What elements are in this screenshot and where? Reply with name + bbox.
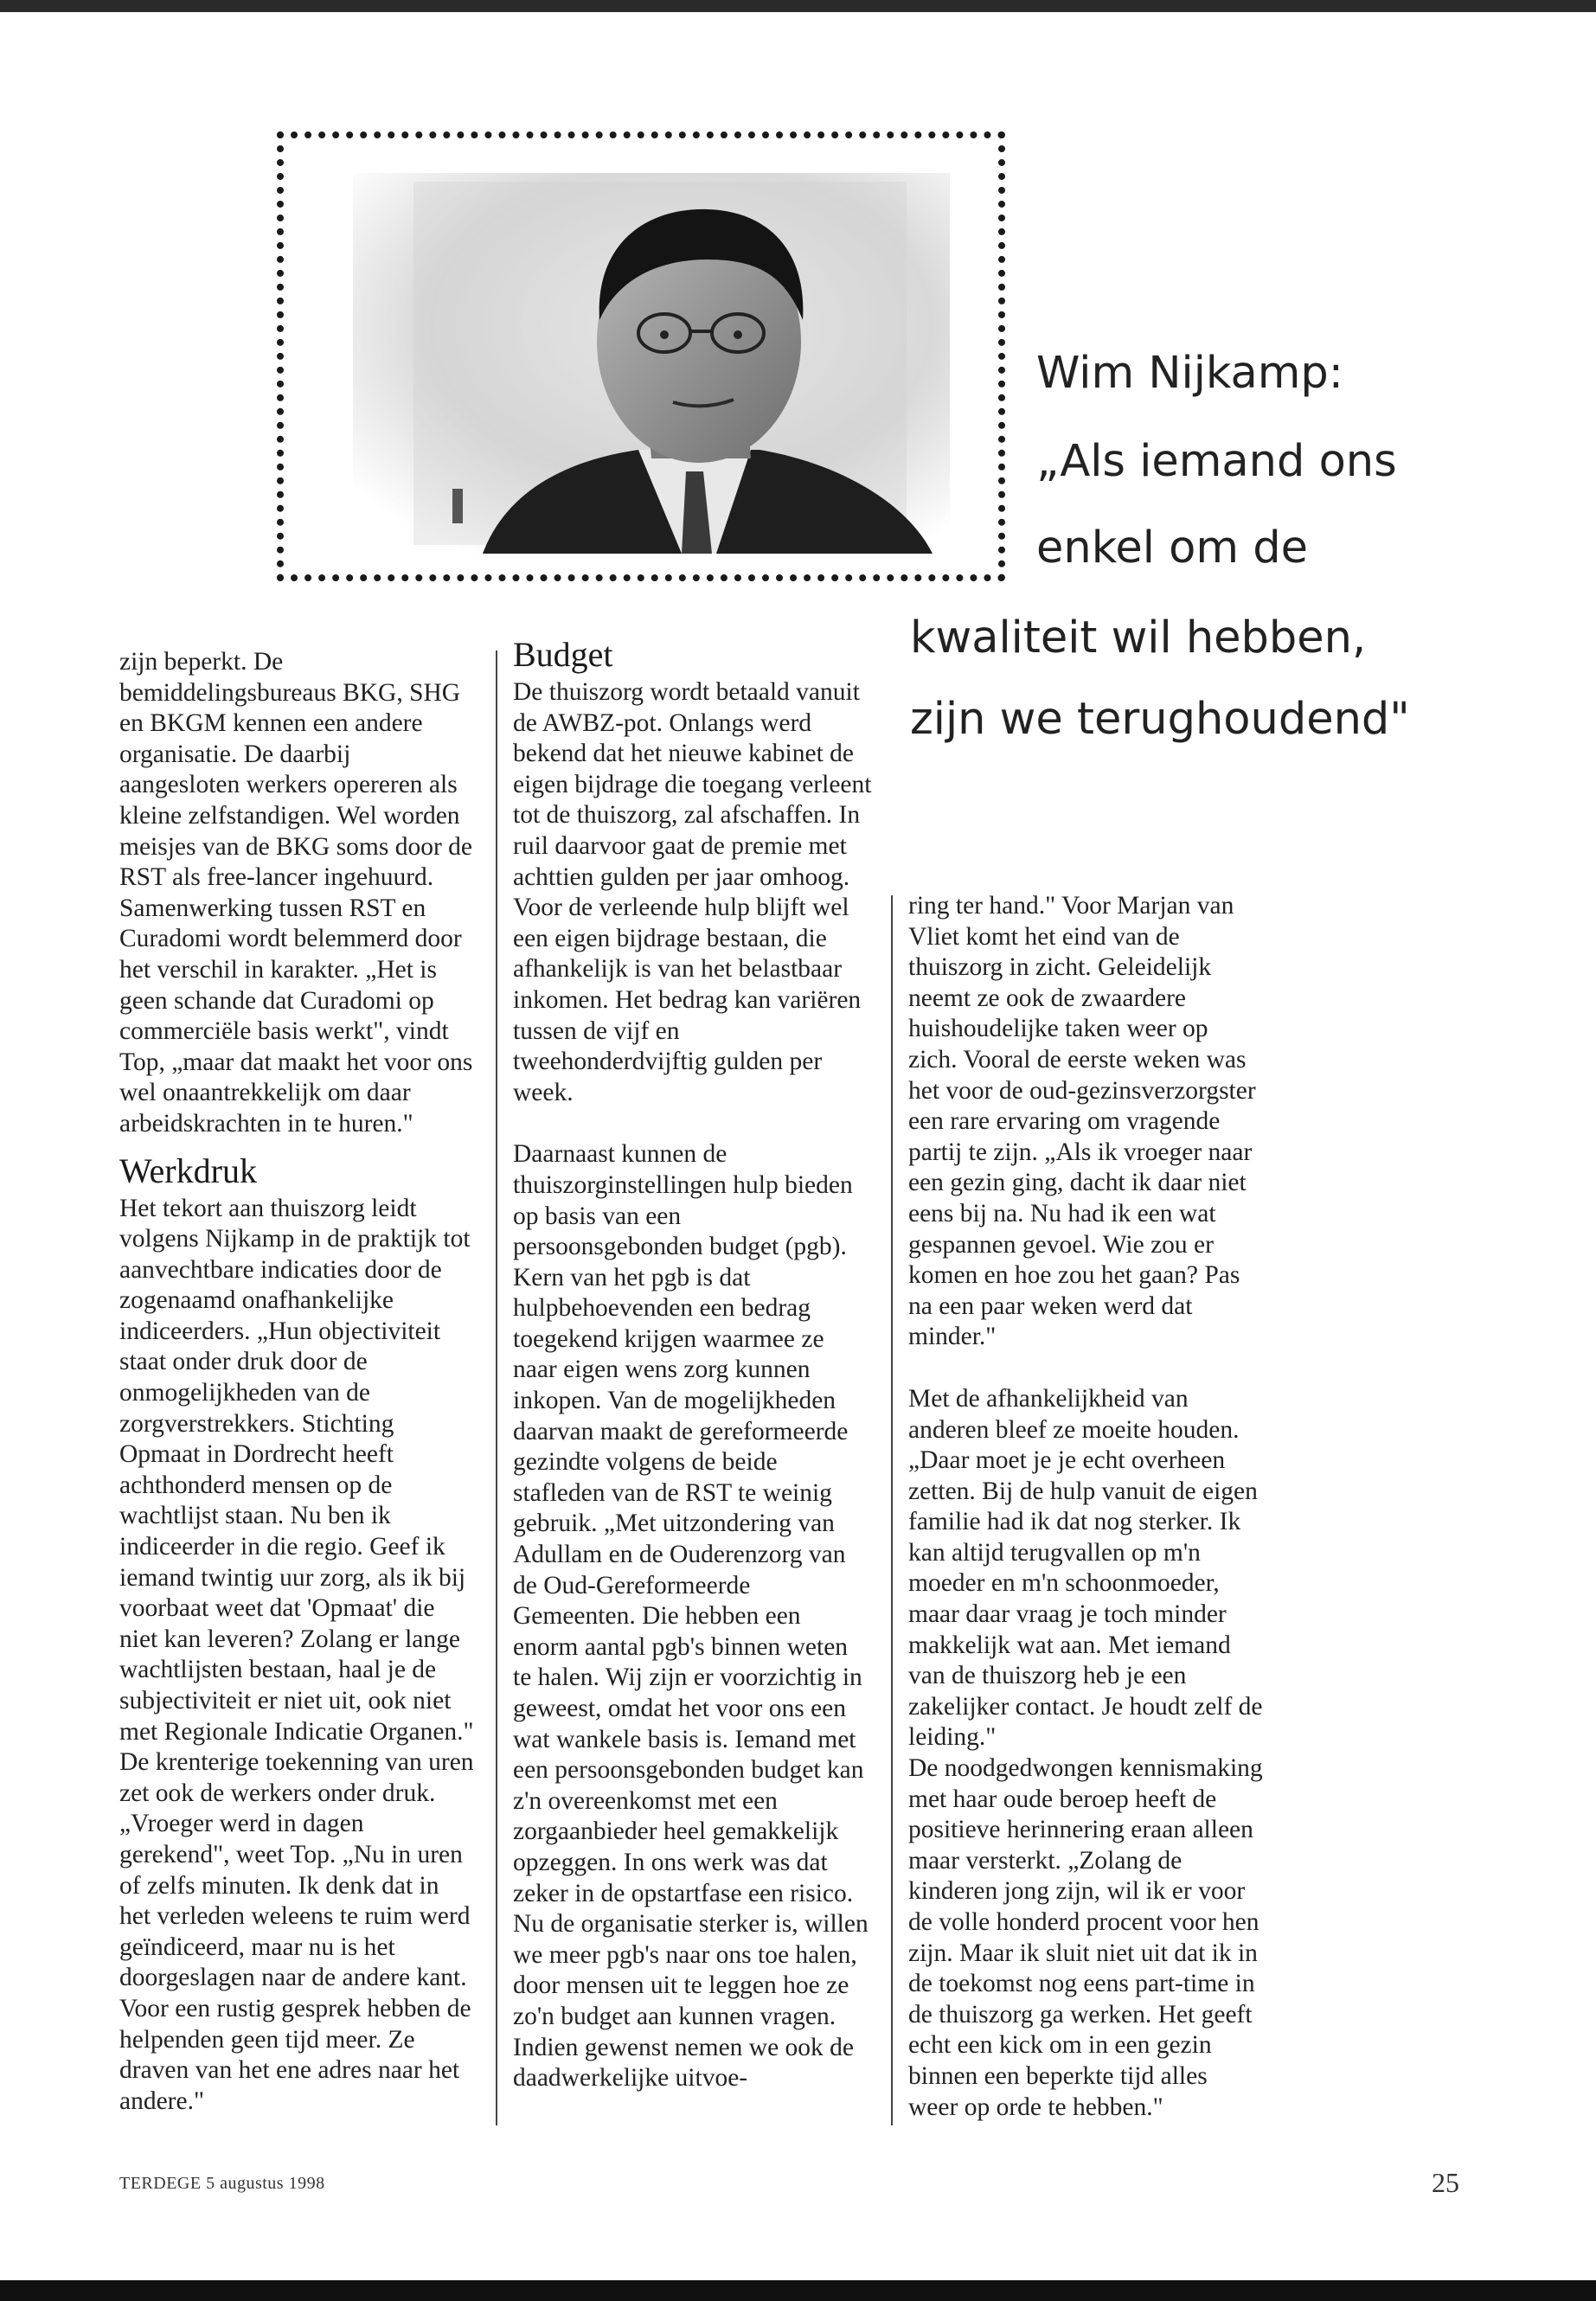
heading-budget: Budget: [513, 635, 613, 674]
col1-paragraph-1: zijn beperkt. De bemiddelingsbureaus BKG, SHG en BKGM kennen een andere organisatie. De daarbij aangesloten werkers opereren als kleine zelfstandigen. Wel worden meisjes van de BKG soms door de RST als free-lancer ingehuurd. Samenwerking tussen RST en Curadomi wordt belemmerd door het verschil in karakter. „Het is geen schande dat Curadomi op commerciële basis werkt", vindt Top, „maar dat maakt het voor ons wel onaantrekkelijk om daar arbeidskrachten in te huren.": [119, 648, 473, 1138]
portrait-photo: [353, 173, 950, 554]
col2-paragraph-2: Daarnaast kunnen de thuiszorginstellingen hulp bieden op basis van een persoonsgebonden budget (pgb). Kern van het pgb is dat hulpbehoevenden een bedrag toegekend krijgen waarmee ze naar eigen wens zorg kunnen inkopen. Van de mogelijkheden daarvan maakt de gereformeerde gezindte volgens de beide stafleden van de RST te weinig gebruik. „Met uitzondering van Adullam en de Ouderenzorg van de Oud-Gereformeerde Gemeenten. Die hebben een enorm aantal pgb's binnen weten te halen. Wij zijn er voorzichtig in geweest, omdat het voor ons een wat wankele basis is. Iemand met een persoonsgebonden budget kan z'n overeenkomst met een zorgaanbieder heel gemakkelijk opzeggen. In ons werk was dat zeker in de opstartfase een risico. Nu de organisatie sterker is, willen we meer pgb's naar ons toe halen, door mensen uit te leggen hoe ze zo'n budget aan kunnen vragen. Indien gewenst nemen we ook de daadwerkelijke uitvoe-: [513, 1140, 869, 2093]
photo-frame: [277, 131, 1005, 581]
col3-paragraph-1: ring ter hand." Voor Marjan van Vliet komt het eind van de thuiszorg in zicht. Geleidelijk neemt ze ook de zwaardere huishoudelijke taken weer op zich. Vooral de eerste weken was het voor de oud-gezinsverzorgster een rare ervaring om vragende partij te zijn. „Als ik vroeger naar een gezin ging, dacht ik daar niet eens bij na. Nu had ik een wat gespannen gevoel. Wie zou er komen en hoe zou het gaan? Pas na een paar weken werd dat minder.": [908, 892, 1256, 1351]
column-divider-1: [496, 651, 497, 2125]
heading-werkdruk: Werkdruk: [119, 1150, 257, 1190]
column-3: [908, 891, 1263, 2123]
col1-paragraph-2: Het tekort aan thuiszorg leidt volgens Nijkamp in de praktijk tot aanvechtbare indicaties door de zogenaamd onafhankelijke indiceerders. „Hun objectiviteit staat onder druk door de onmogelijkheden van de zorgverstrekkers. Stichting Opmaat in Dordrecht heeft achthonderd mensen op de wachtlijst staan. Nu ben ik indiceerder in die regio. Geef ik iemand twintig uur zorg, als ik bij voorbaat weet dat 'Opmaat' die niet kan leveren? Zolang er lange wachtlijsten bestaan, haal je de subjectiviteit er niet uit, ook niet met Regionale Indicatie Organen.": [119, 1194, 474, 1746]
publication-footer: TERDEGE 5 augustus 1998: [119, 2174, 325, 2193]
pull-quote-line-1: Wim Nijkamp:: [1036, 348, 1343, 399]
col3-paragraph-3: De noodgedwongen kennismaking met haar oude beroep heeft de positieve herinnering eraan alleen maar versterkt. „Zolang de kinderen jong zijn, wil ik er voor de volle honderd procent voor hen zijn. Maar ik sluit niet uit dat ik in de toekomst nog eens part-time in de thuiszorg ga werken. Het geeft echt een kick om in een gezin binnen een beperkte tijd alles weer op orde te hebben.": [908, 1754, 1263, 2121]
col3-paragraph-2: Met de afhankelijkheid van anderen bleef ze moeite houden. „Daar moet je je echt overheen zetten. Bij de hulp vanuit de eigen familie had ik dat nog sterker. Ik kan altijd terugvallen op m'n moeder en m'n schoonmoeder, maar daar vraag je toch minder makkelijk wat aan. Met iemand van de thuiszorg heb je een zakelijker contact. Je houdt zelf de leiding.": [908, 1384, 1263, 1752]
pull-quote-line-4: kwaliteit wil hebben,: [910, 612, 1367, 663]
bottom-border: [0, 2280, 1596, 2301]
pull-quote-line-2: „Als iemand ons: [1036, 436, 1397, 487]
col1-paragraph-3: De krenterige toekenning van uren zet ook de werkers onder druk. „Vroeger werd in dagen gerekend", weet Top. „Nu in uren of zelfs minuten. Ik denk dat in het verleden weleens te ruim werd geïndiceerd, maar nu is het doorgeslagen naar de andere kant. Voor een rustig gesprek hebben de helpenden geen tijd meer. Ze draven van het ene adres naar het andere.": [119, 1748, 474, 2115]
pull-quote-line-5: zijn we terughoudend": [910, 694, 1410, 745]
column-1: [119, 647, 474, 2117]
pull-quote-line-3: enkel om de: [1036, 522, 1309, 574]
col2-paragraph-1: De thuiszorg wordt betaald vanuit de AWBZ-pot. Onlangs werd bekend dat het nieuwe kabinet de eigen bijdrage die toegang verleent tot de thuiszorg, zal afschaffen. In ruil daarvoor gaat de premie met achttien gulden per jaar omhoog. Voor de verleende hulp blijft wel een eigen bijdrage bestaan, die afhankelijk is van het belastbaar inkomen. Het bedrag kan variëren tussen de vijf en tweehonderdvijftig gulden per week.: [513, 678, 872, 1106]
column-2: [513, 636, 872, 2094]
column-divider-2: [891, 895, 893, 2125]
page-number: 25: [1432, 2167, 1459, 2198]
top-border: [0, 0, 1596, 12]
